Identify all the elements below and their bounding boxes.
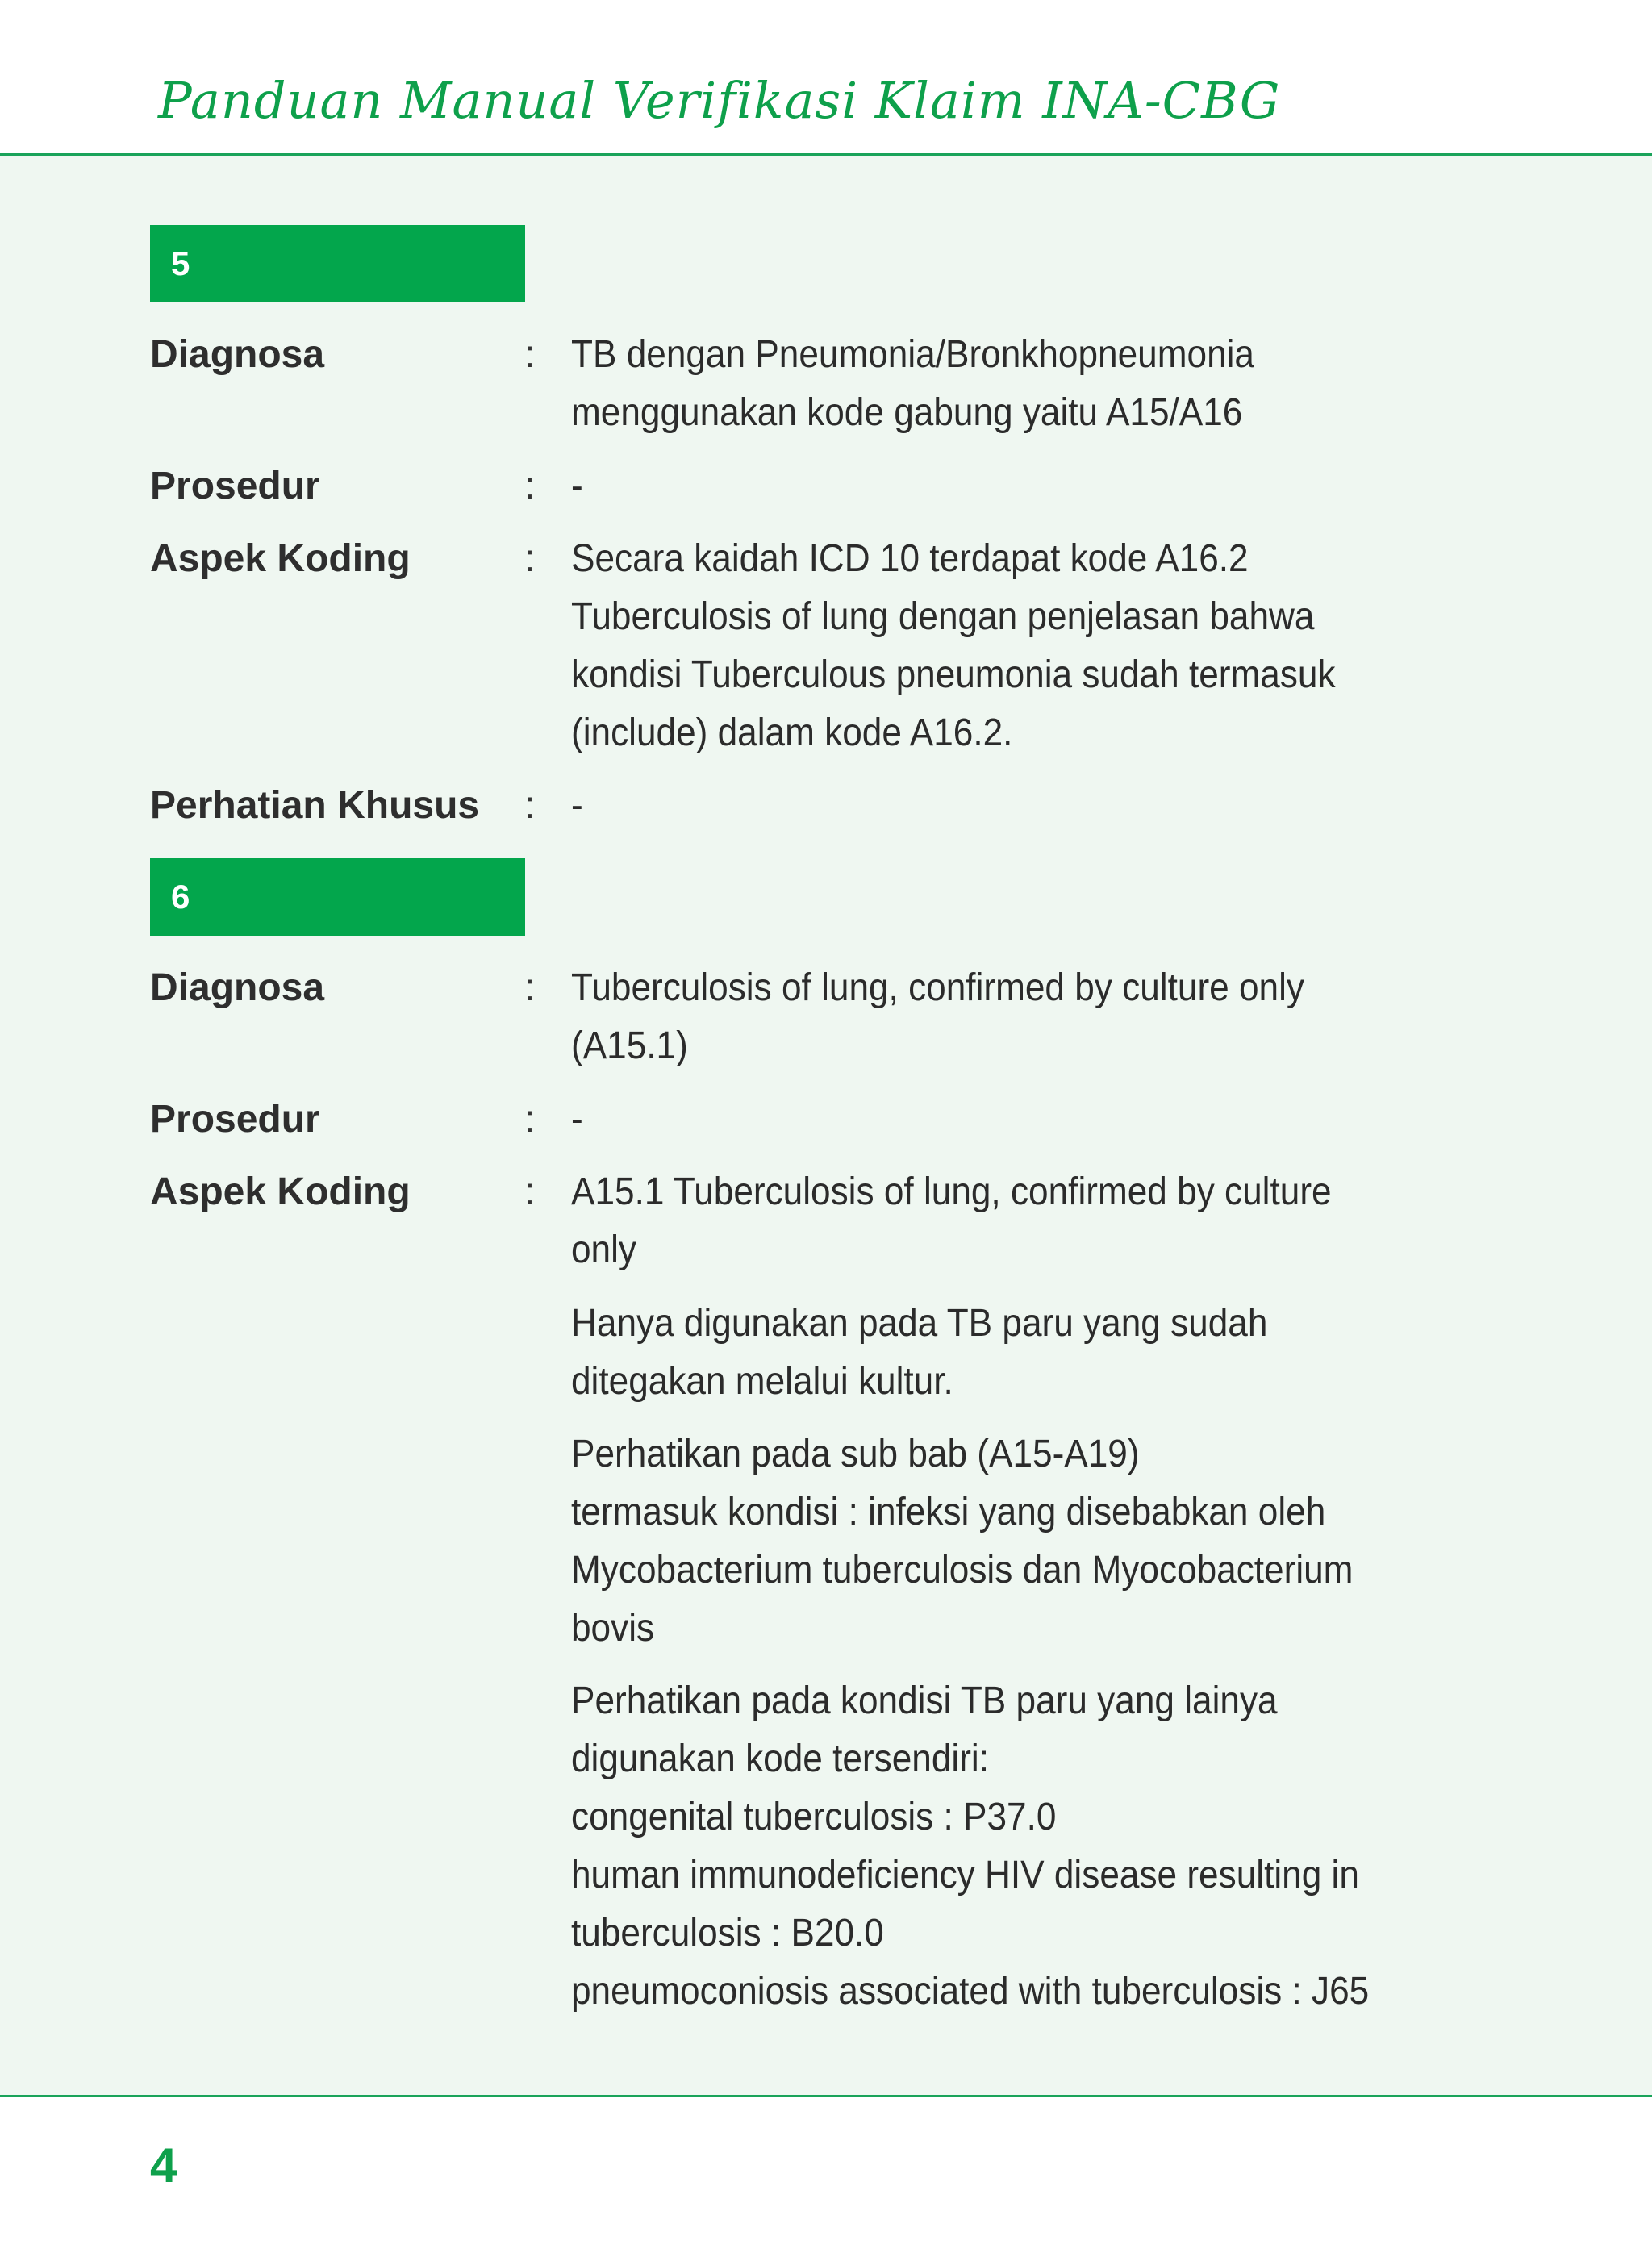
row-colon: : [524, 333, 536, 376]
value-line: Perhatikan pada kondisi TB paru yang lainya [571, 1679, 1278, 1722]
value-line: ditegakan melalui kultur. [571, 1360, 953, 1403]
value-line: Secara kaidah ICD 10 terdapat kode A16.2 [571, 537, 1249, 580]
value-line: only [571, 1229, 637, 1271]
value-line: bovis [571, 1607, 655, 1650]
value-line: (A15.1) [571, 1024, 688, 1067]
row-value [571, 1295, 1417, 1411]
value-line: Mycobacterium tuberculosis dan Myocobacterium [571, 1549, 1354, 1592]
row-label: Diagnosa [150, 966, 325, 1009]
row-value [571, 1163, 1417, 1279]
row-value [571, 457, 1417, 515]
value-line: - [571, 465, 583, 507]
row-label: Diagnosa [150, 333, 325, 376]
row-colon: : [524, 784, 536, 827]
value-line: Perhatikan pada sub bab (A15-A19) [571, 1433, 1140, 1475]
value-line: digunakan kode tersendiri: [571, 1738, 990, 1780]
value-line: - [571, 1098, 583, 1141]
row-value [571, 530, 1417, 762]
row-colon: : [524, 537, 536, 580]
row-label: Prosedur [150, 1098, 320, 1141]
row-label: Prosedur [150, 465, 320, 507]
value-line: TB dengan Pneumonia/Bronkhopneumonia [571, 333, 1255, 376]
section-number-bar: 5 [150, 225, 525, 302]
row-colon: : [524, 465, 536, 507]
value-line: termasuk kondisi : infeksi yang disebabkan oleh [571, 1491, 1326, 1533]
value-line: Hanya digunakan pada TB paru yang sudah [571, 1302, 1268, 1345]
value-line: human immunodeficiency HIV disease resulting in [571, 1854, 1359, 1896]
value-line: Tuberculosis of lung dengan penjelasan bahwa [571, 595, 1315, 638]
page-header-title: Panduan Manual Verifikasi Klaim INA-CBG [158, 71, 1281, 130]
row-label: Aspek Koding [150, 1170, 411, 1213]
value-line: tuberculosis : B20.0 [571, 1912, 884, 1955]
row-colon: : [524, 966, 536, 1009]
row-label: Aspek Koding [150, 537, 411, 580]
section-number-bar: 6 [150, 858, 525, 936]
value-line: (include) dalam kode A16.2. [571, 711, 1013, 754]
value-line: A15.1 Tuberculosis of lung, confirmed by culture [571, 1170, 1332, 1213]
row-colon: : [524, 1170, 536, 1213]
footer-divider [0, 2095, 1652, 2097]
row-value [571, 326, 1417, 442]
row-value [571, 1091, 1417, 1149]
row-value [571, 1425, 1417, 1658]
value-line: kondisi Tuberculous pneumonia sudah termasuk [571, 653, 1336, 696]
row-colon: : [524, 1098, 536, 1141]
row-value [571, 959, 1417, 1075]
value-line: pneumoconiosis associated with tuberculosis : J65 [571, 1970, 1370, 2013]
value-line: congenital tuberculosis : P37.0 [571, 1796, 1057, 1838]
row-value [571, 1672, 1417, 2021]
row-label: Perhatian Khusus [150, 784, 480, 827]
value-line: - [571, 784, 583, 827]
value-line: menggunakan kode gabung yaitu A15/A16 [571, 391, 1243, 434]
page-number: 4 [150, 2138, 177, 2193]
row-value [571, 777, 1417, 835]
value-line: Tuberculosis of lung, confirmed by culture only [571, 966, 1304, 1009]
